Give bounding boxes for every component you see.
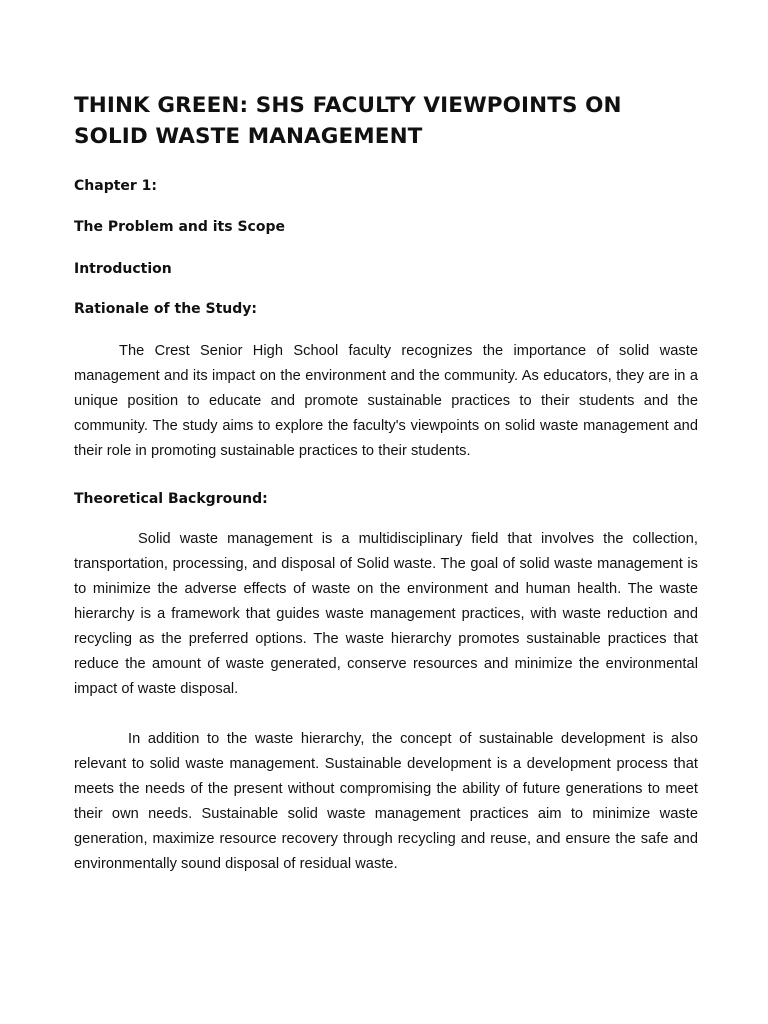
theoretical-paragraph-1: Solid waste management is a multidisciplinary field that involves the collection, transportation, processing, and disposal of Solid waste. The goal of solid waste management is to minimize the adverse effects of waste on the environment and human health. The waste hierarchy is a framework that guides waste management practices, with waste reduction and recycling as the preferred options. The waste hierarchy promotes sustainable practices that reduce the amount of waste generated, conserve resources and minimize the environmental impact of waste disposal. bbox=[74, 531, 698, 697]
chapter-heading: Chapter 1: bbox=[74, 178, 158, 194]
theoretical-heading: Theoretical Background: bbox=[74, 491, 268, 507]
document-title: THINK GREEN: SHS FACULTY VIEWPOINTS ON SOLID WASTE MANAGEMENT bbox=[74, 93, 622, 149]
document-page bbox=[74, 90, 698, 877]
rationale-heading: Rationale of the Study: bbox=[74, 301, 258, 317]
theoretical-paragraph-2: In addition to the waste hierarchy, the concept of sustainable development is also relevant to solid waste management. Sustainable development is a development process that meets the needs of the present without compromising the ability of future generations to meet their own needs. Sustainable solid waste management practices aim to minimize waste generation, maximize resource recovery through recycling and reuse, and ensure the safe and environmentally sound disposal of residual waste. bbox=[74, 731, 698, 872]
introduction-heading: Introduction bbox=[74, 261, 172, 277]
section-heading: The Problem and its Scope bbox=[74, 219, 285, 235]
rationale-paragraph: The Crest Senior High School faculty recognizes the importance of solid waste management and its impact on the environment and the community. As educators, they are in a unique position to educate and promote sustainable practices to their students and the community. The study aims to explore the faculty's viewpoints on solid waste management and their role in promoting sustainable practices to their students. bbox=[74, 343, 698, 459]
